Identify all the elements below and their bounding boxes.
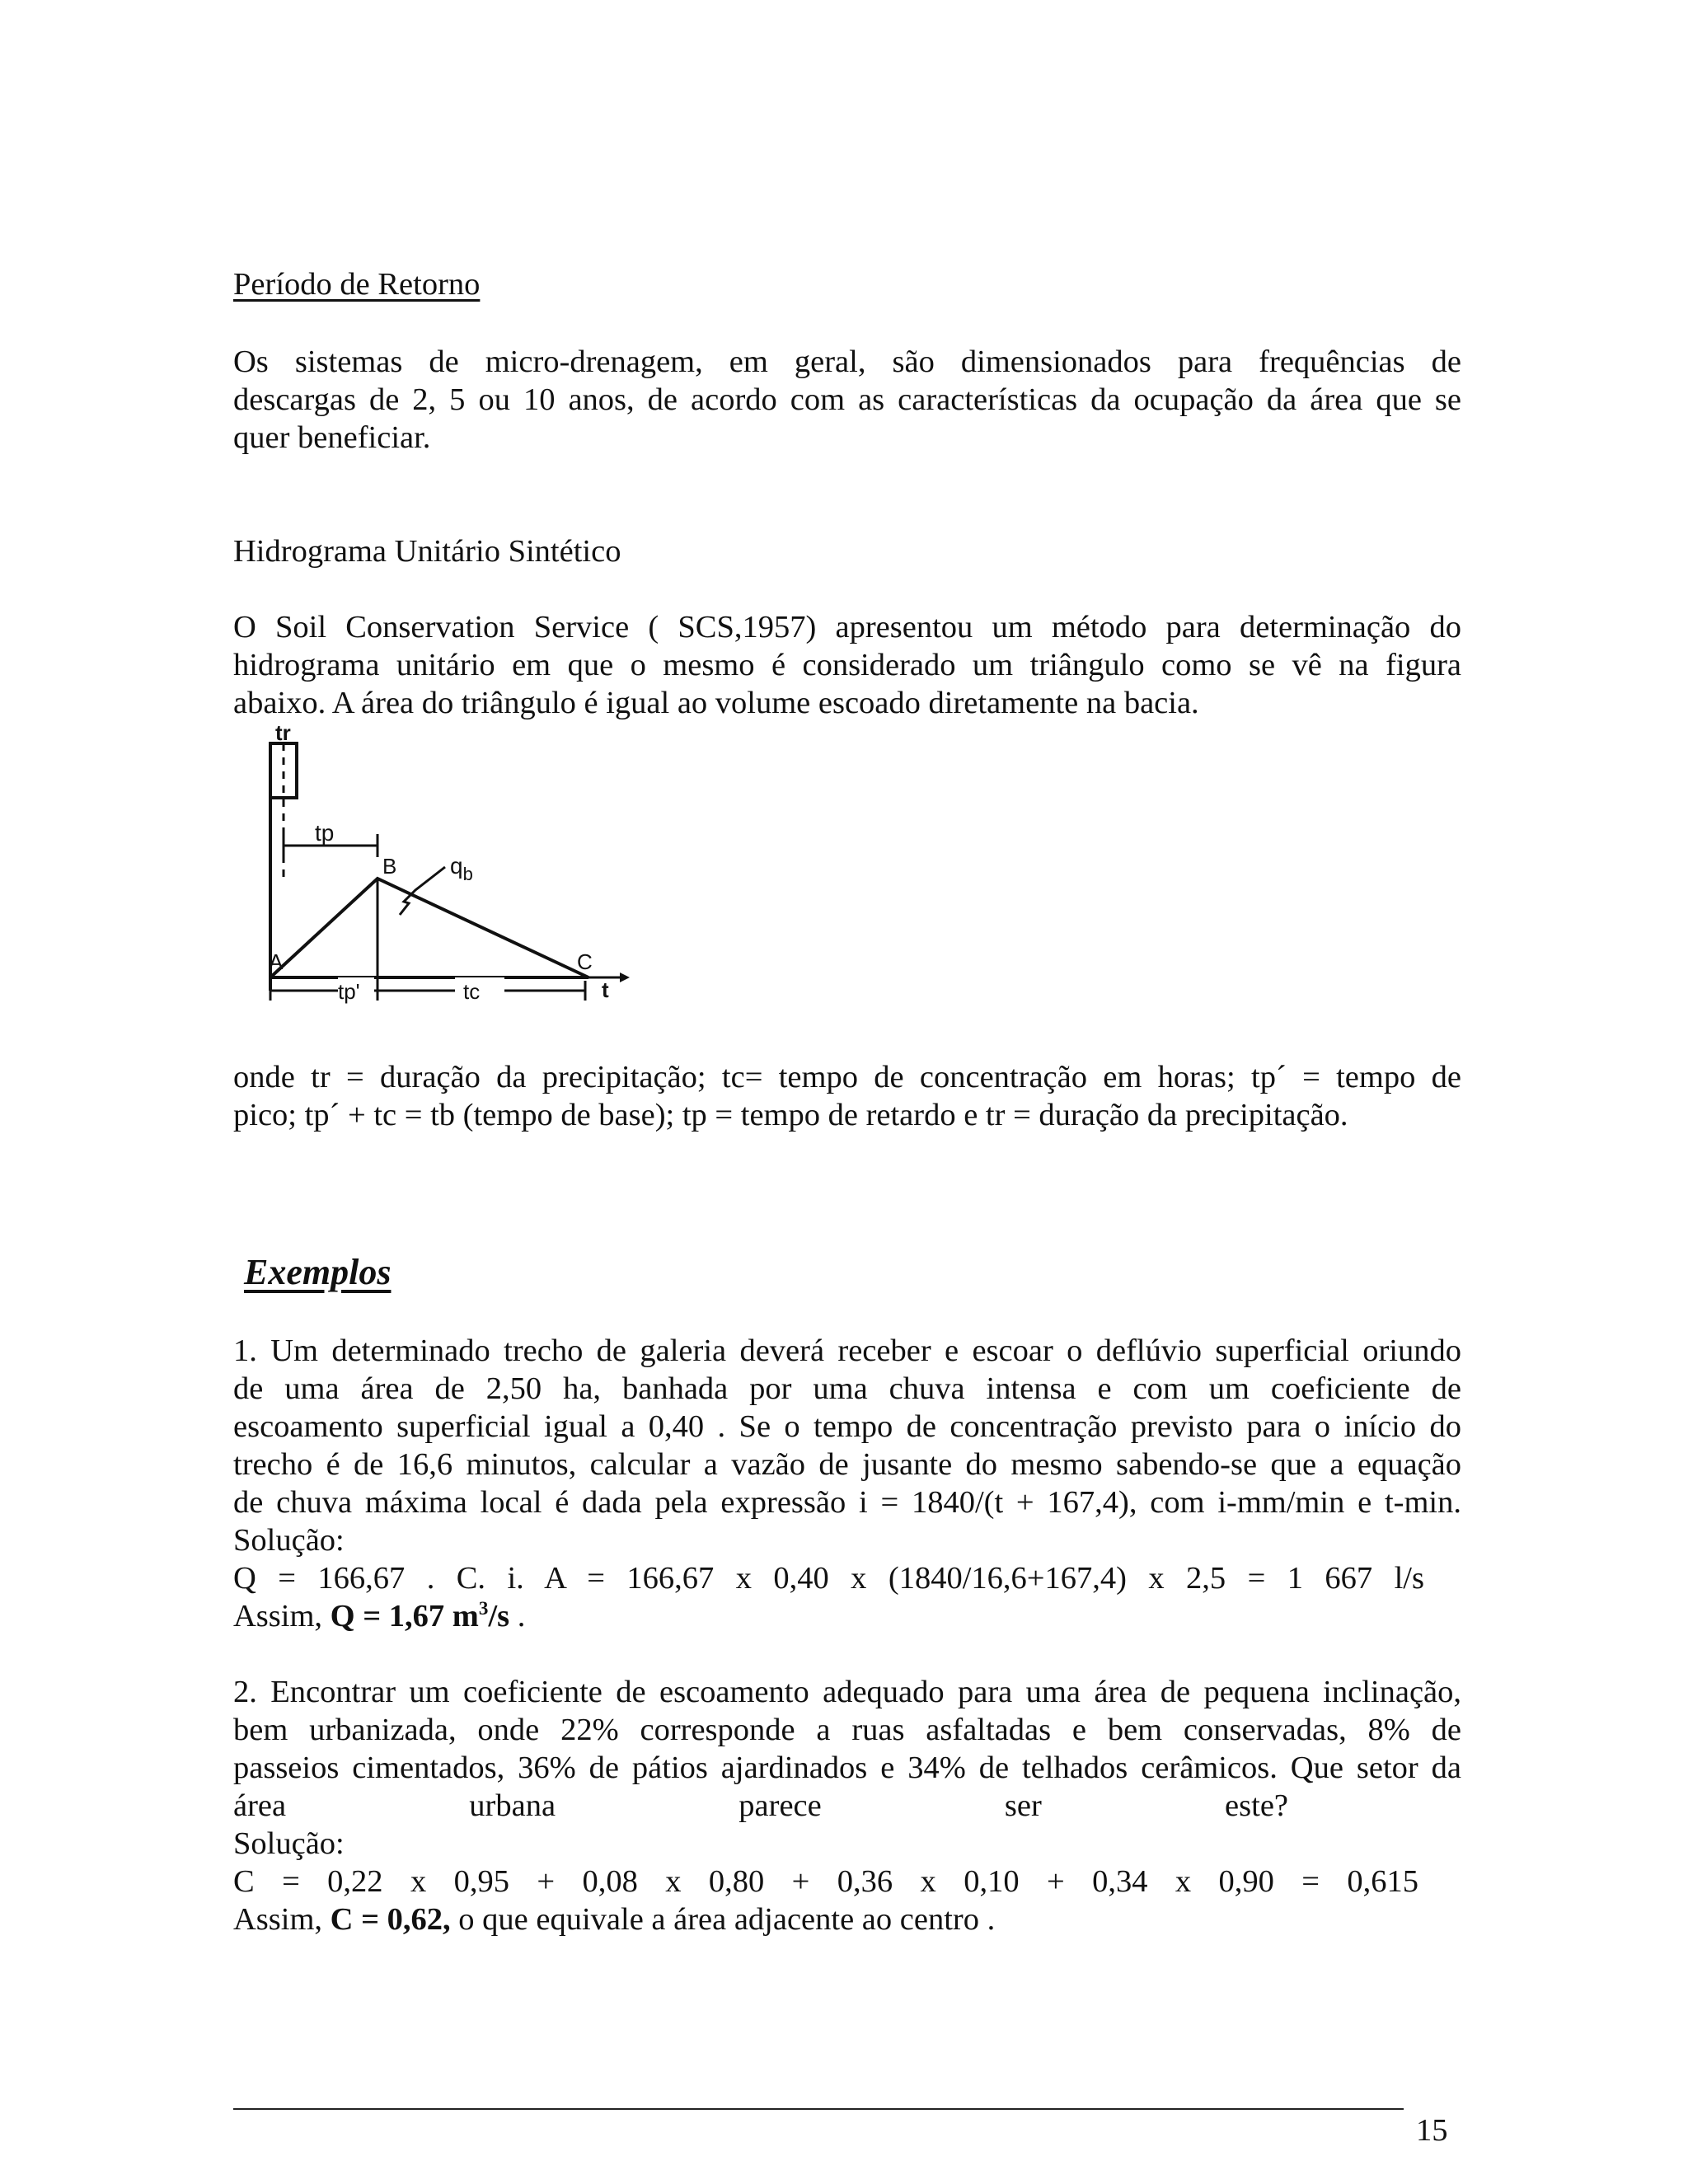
result-suffix: o que equivale a área adjacente ao centro . xyxy=(450,1902,996,1937)
scs-triangular-hydrograph-diagram xyxy=(247,725,643,1014)
result-suffix: . xyxy=(509,1599,526,1633)
section-heading-hidrograma: Hidrograma Unitário Sintético xyxy=(233,534,621,569)
label-qb-q: q xyxy=(450,853,463,879)
section-heading-exemplos: Exemplos xyxy=(244,1252,392,1292)
calculation-line: C = 0,22 x 0,95 + 0,08 x 0,80 + 0,36 x 0,10 + 0,34 x 0,90 = 0,615 xyxy=(233,1864,1418,1899)
paragraph-line: de uma área de 2,50 ha, banhada por uma chuva intensa e com um coeficiente de xyxy=(233,1371,1461,1406)
section-heading-periodo: Período de Retorno xyxy=(233,267,481,302)
label-a: A xyxy=(269,949,284,974)
solucao-label: Solução: xyxy=(233,1523,345,1558)
t-axis-arrowhead xyxy=(620,972,630,982)
paragraph-line: hidrograma unitário em que o mesmo é considerado um triângulo como se vê na figura xyxy=(233,648,1461,682)
label-tp: tp xyxy=(315,820,335,846)
paragraph-line: 1. Um determinado trecho de galeria deverá receber e escoar o deflúvio superficial oriundo xyxy=(233,1333,1461,1368)
label-t: t xyxy=(602,977,609,1002)
paragraph-line: descargas de 2, 5 ou 10 anos, de acordo com as características da ocupação da área que se xyxy=(233,382,1461,417)
solucao-label: Solução: xyxy=(233,1826,345,1861)
label-tp-prime: tp' xyxy=(338,979,360,1004)
label-tr: tr xyxy=(275,725,291,745)
result-line xyxy=(233,1900,1461,1938)
hydrograph-triangle xyxy=(270,879,588,977)
result-value: C = 0,62, xyxy=(330,1902,451,1937)
paragraph-line: trecho é de 16,6 minutos, calcular a vazão de jusante do mesmo sabendo-se que a equação xyxy=(233,1447,1461,1482)
footer-rule xyxy=(233,2108,1404,2110)
paragraph-line: onde tr = duração da precipitação; tc= tempo de concentração em horas; tp´ = tempo de xyxy=(233,1060,1461,1094)
label-qb xyxy=(450,853,473,884)
result-prefix: Assim, xyxy=(233,1599,331,1633)
paragraph-line: 2. Encontrar um coeficiente de escoamento adequado para uma área de pequena inclinação, xyxy=(233,1675,1461,1709)
calculation-line: Q = 166,67 . C. i. A = 166,67 x 0,40 x (1840/16,6+167,4) x 2,5 = 1 667 l/s xyxy=(233,1561,1424,1596)
paragraph-line: O Soil Conservation Service ( SCS,1957) apresentou um método para determinação do xyxy=(233,610,1461,644)
paragraph-line: passeios cimentados, 36% de pátios ajardinados e 34% de telhados cerâmicos. Que setor da xyxy=(233,1750,1461,1785)
result-value: Q = 1,67 m xyxy=(330,1599,479,1633)
result-prefix: Assim, xyxy=(233,1902,331,1937)
result-unit: /s xyxy=(488,1599,510,1633)
paragraph-line: quer beneficiar. xyxy=(233,420,431,455)
paragraph-line: pico; tp´ + tc = tb (tempo de base); tp = tempo de retardo e tr = duração da precipitação. xyxy=(233,1098,1348,1132)
result-line xyxy=(233,1597,1461,1635)
label-b: B xyxy=(382,854,397,879)
label-qb-sub: b xyxy=(462,864,473,884)
label-tc: tc xyxy=(463,979,481,1004)
paragraph-line: abaixo. A área do triângulo é igual ao volume escoado diretamente na bacia. xyxy=(233,686,1199,720)
paragraph-line: de chuva máxima local é dada pela expressão i = 1840/(t + 167,4), com i-mm/min e t-min. xyxy=(233,1485,1461,1520)
paragraph-line: bem urbanizada, onde 22% corresponde a ruas asfaltadas e bem conservadas, 8% de xyxy=(233,1713,1461,1747)
paragraph-line: escoamento superficial igual a 0,40 . Se o tempo de concentração previsto para o início do xyxy=(233,1409,1461,1444)
result-superscript: 3 xyxy=(478,1597,489,1619)
paragraph-line: Os sistemas de micro-drenagem, em geral, são dimensionados para frequências de xyxy=(233,344,1461,379)
label-c: C xyxy=(577,949,593,974)
paragraph-line: área urbana parece ser este? xyxy=(233,1788,1288,1823)
page-number: 15 xyxy=(1416,2113,1448,2148)
